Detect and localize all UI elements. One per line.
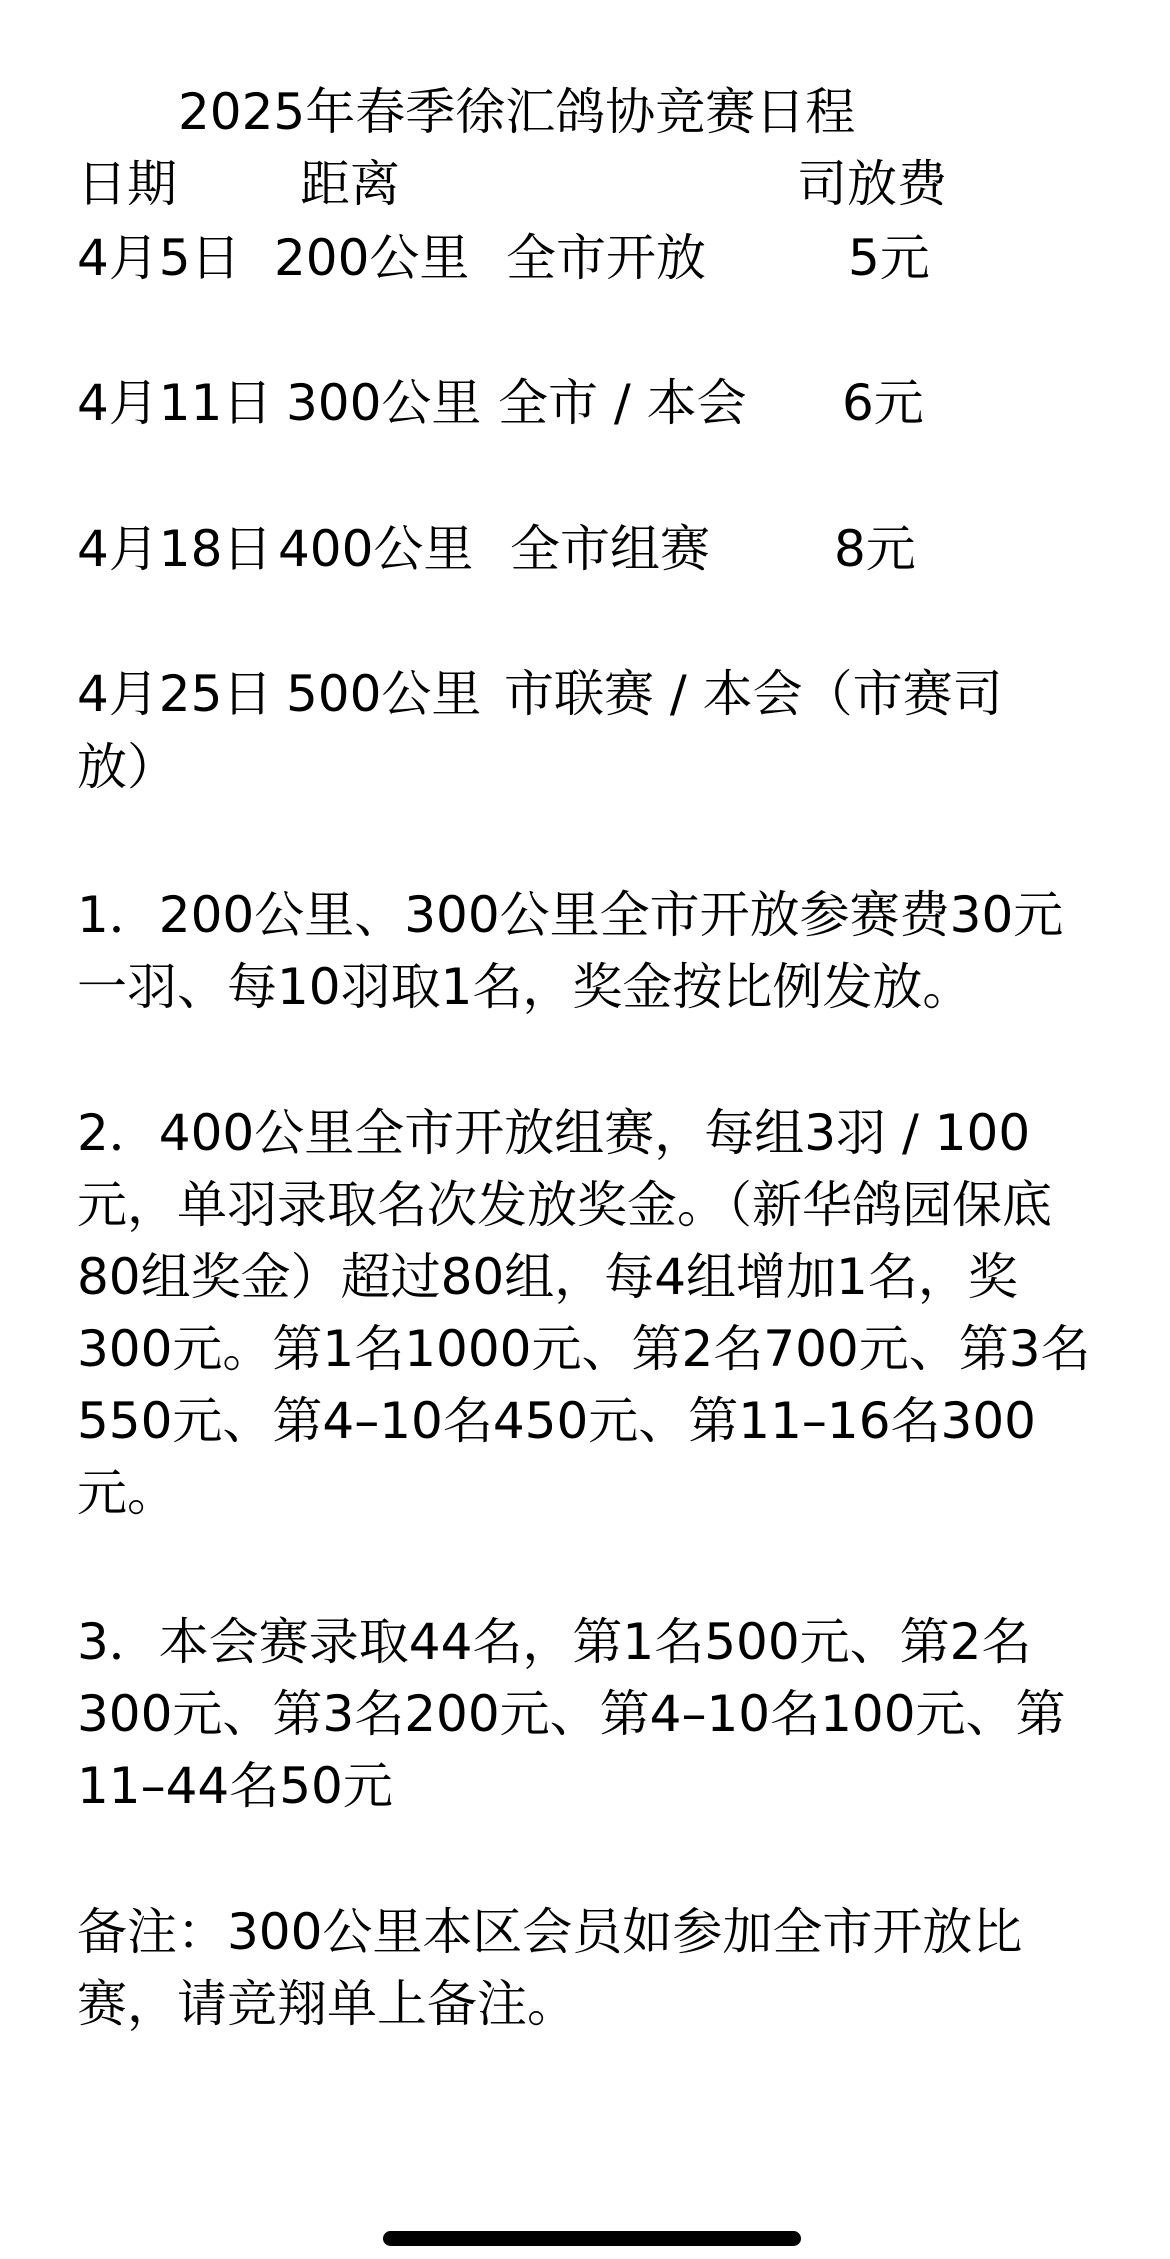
note-line: 1．200公里、300公里全市开放参赛费30元 [77, 886, 1064, 944]
row-fee: 6元 [842, 374, 924, 432]
remark-line: 赛，请竞翔单上备注。 [77, 1975, 577, 2033]
note-line: 550元、第4–10名450元、第11–16名300 [77, 1392, 1036, 1450]
note-line: 3．本会赛录取44名，第1名500元、第2名 [77, 1613, 1032, 1671]
row-fee: 5元 [848, 229, 930, 287]
row-type: 全市 / 本会 [498, 374, 747, 432]
row-date: 4月18日 [77, 520, 273, 578]
note-line: 300元。第1名1000元、第2名700元、第3名 [77, 1320, 1091, 1378]
row-date: 4月5日 [77, 229, 241, 287]
row-type: 全市开放 [506, 229, 706, 287]
row-date: 4月11日 [77, 374, 273, 432]
note-line: 300元、第3名200元、第4–10名100元、第 [77, 1685, 1066, 1743]
header-fee: 司放费 [797, 155, 947, 213]
note-line: 一羽、每10羽取1名，奖金按比例发放。 [77, 958, 973, 1016]
row-distance: 500公里 [286, 665, 482, 723]
schedule-title: 2025年春季徐汇鸽协竞赛日程 [178, 83, 856, 141]
remark-line: 备注：300公里本区会员如参加全市开放比 [77, 1903, 1023, 1961]
row-date: 4月25日 [77, 665, 273, 723]
note-line: 元。 [77, 1464, 177, 1522]
row-fee: 8元 [834, 520, 916, 578]
home-indicator[interactable] [383, 2231, 801, 2246]
row-distance: 400公里 [278, 520, 474, 578]
note-line: 80组奖金）超过80组，每4组增加1名，奖 [77, 1248, 1018, 1306]
note-line: 元，单羽录取名次发放奖金。（新华鸽园保底 [77, 1176, 1052, 1234]
row-distance: 300公里 [286, 374, 482, 432]
header-date: 日期 [77, 155, 177, 213]
note-line: 11–44名50元 [77, 1757, 393, 1815]
row-type: 全市组赛 [510, 520, 710, 578]
row-type-continuation: 放） [77, 738, 177, 796]
row-type: 市联赛 / 本会（市赛司 [504, 665, 1003, 723]
header-distance: 距离 [300, 155, 400, 213]
note-line: 2．400公里全市开放组赛，每组3羽 / 100 [77, 1104, 1031, 1162]
row-distance: 200公里 [274, 229, 470, 287]
